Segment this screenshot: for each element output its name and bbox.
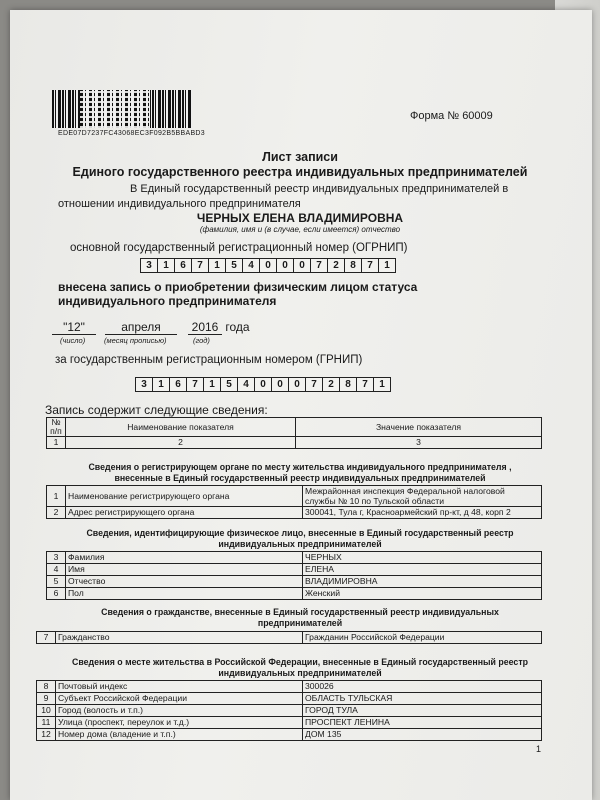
- table-cell: [47, 418, 66, 437]
- ogrnip-digit: 5: [225, 258, 243, 273]
- header-table: [46, 417, 542, 449]
- date-year-word: года: [225, 320, 250, 334]
- table-row: [37, 705, 542, 717]
- grnip-digit: 6: [169, 377, 187, 392]
- section2-table: [46, 551, 542, 600]
- table-row: [47, 552, 542, 564]
- grnip-digit: 7: [186, 377, 204, 392]
- page-number: 1: [536, 744, 542, 754]
- row-label: Отчество: [66, 576, 303, 588]
- grnip-digit: 2: [322, 377, 340, 392]
- date-year-value: 2016: [188, 320, 222, 335]
- section2-title-2: индивидуальных предпринимателей: [218, 539, 382, 549]
- grnip-digit: 4: [237, 377, 255, 392]
- header-name-cell: Наименование показателя: [66, 418, 296, 437]
- barcode-2d-pattern: [80, 90, 150, 128]
- grnip-digit: 5: [220, 377, 238, 392]
- ogrnip-digit: 7: [310, 258, 328, 273]
- row-label: Субъект Российской Федерации: [56, 693, 303, 705]
- entry-text-2: индивидуального предпринимателя: [58, 294, 277, 308]
- ogrnip-digit: 0: [259, 258, 277, 273]
- grnip-digit: 0: [254, 377, 272, 392]
- row-value: [303, 486, 542, 507]
- date-day-value: "12": [52, 320, 96, 335]
- row-number: 9: [37, 693, 56, 705]
- row-label: Фамилия: [66, 552, 303, 564]
- date-year-hint: (год): [193, 336, 210, 345]
- grnip-digit: 1: [152, 377, 170, 392]
- header-num-1: №: [51, 417, 61, 427]
- table-row: [37, 717, 542, 729]
- row-number: 4: [47, 564, 66, 576]
- grnip-digit: 8: [339, 377, 357, 392]
- section4-title-2: индивидуальных предпринимателей: [218, 668, 382, 678]
- barcode-text: EDE07D7237FC43068EC3F092B5BBABD3: [58, 130, 205, 137]
- index-cell: 3: [296, 437, 542, 449]
- ogrnip-digit: 4: [242, 258, 260, 273]
- table-row: [47, 507, 542, 519]
- row-label: Адрес регистрирующего органа: [66, 507, 303, 519]
- row-number: 6: [47, 588, 66, 600]
- grnip-digit: 0: [288, 377, 306, 392]
- document-subtitle: Единого государственного реестра индивидуальных предпринимателей: [72, 165, 528, 179]
- section3-title-2: предпринимателей: [257, 618, 343, 628]
- section2-title-1: Сведения, идентифицирующие физическое лицо, внесенные в Единый государственный реестр: [86, 528, 514, 538]
- row-value: Женский: [303, 588, 542, 600]
- document-title: Лист записи: [262, 150, 338, 164]
- date-day-hint: (число): [60, 336, 86, 345]
- date-year: [188, 320, 250, 335]
- row-value: ЧЕРНЫХ: [303, 552, 542, 564]
- grnip-digit: 7: [356, 377, 374, 392]
- ogrnip-digit: 7: [361, 258, 379, 273]
- date-month: [105, 320, 177, 335]
- row-label: Гражданство: [56, 632, 303, 644]
- ogrnip-digit: 1: [157, 258, 175, 273]
- row-number: 8: [37, 681, 56, 693]
- table-row: [37, 729, 542, 741]
- row-number: 7: [37, 632, 56, 644]
- section1-table: [46, 485, 542, 519]
- form-number: Форма № 60009: [410, 110, 493, 122]
- table-row: [47, 486, 542, 507]
- index-cell: 2: [66, 437, 296, 449]
- date-month-hint: (месяц прописью): [104, 336, 167, 345]
- name-hint: (фамилия, имя и (в случае, если имеется) отчество: [199, 225, 401, 234]
- ogrnip-digits: [140, 258, 395, 273]
- row-value: 300041, Тула г, Красноармейский пр-кт, д 48, корп 2: [303, 507, 542, 519]
- row-value: ПРОСПЕКТ ЛЕНИНА: [303, 717, 542, 729]
- date-day: [52, 320, 96, 335]
- grnip-digit: 3: [135, 377, 153, 392]
- row-value: ОБЛАСТЬ ТУЛЬСКАЯ: [303, 693, 542, 705]
- row-number: 2: [47, 507, 66, 519]
- record-label: Запись содержит следующие сведения:: [45, 403, 268, 417]
- row-number: 12: [37, 729, 56, 741]
- section3-table: [36, 631, 542, 644]
- row-label: Почтовый индекс: [56, 681, 303, 693]
- ogrnip-digit: 7: [191, 258, 209, 273]
- grnip-digit: 7: [305, 377, 323, 392]
- row-value: 300026: [303, 681, 542, 693]
- section3-title-1: Сведения о гражданстве, внесенные в Единый государственный реестр индивидуальных: [101, 607, 499, 617]
- row-number: 10: [37, 705, 56, 717]
- grnip-digit: 1: [203, 377, 221, 392]
- index-cell: 1: [47, 437, 66, 449]
- entrepreneur-name: ЧЕРНЫХ ЕЛЕНА ВЛАДИМИРОВНА: [196, 211, 404, 225]
- section1-title-1: Сведения о регистрирующем органе по месту жительства индивидуального предпринимателя ,: [88, 462, 512, 472]
- table-row: [47, 437, 542, 449]
- row-value: Гражданин Российской Федерации: [303, 632, 542, 644]
- ogrnip-label: основной государственный регистрационный номер (ОГРНИП): [70, 242, 408, 254]
- table-row: [37, 632, 542, 644]
- row-number: 5: [47, 576, 66, 588]
- row-number: 11: [37, 717, 56, 729]
- grnip-digit: 0: [271, 377, 289, 392]
- row-label: Имя: [66, 564, 303, 576]
- barcode: [52, 90, 192, 128]
- table-row: [37, 693, 542, 705]
- row-label: Город (волость и т.п.): [56, 705, 303, 717]
- grnip-digits: [135, 377, 390, 392]
- table-row: [47, 576, 542, 588]
- row-number: 1: [47, 486, 66, 507]
- row-value: ЕЛЕНА: [303, 564, 542, 576]
- ogrnip-digit: 8: [344, 258, 362, 273]
- row-number: 3: [47, 552, 66, 564]
- ogrnip-digit: 3: [140, 258, 158, 273]
- entry-text-1: внесена запись о приобретении физическим лицом статуса: [58, 280, 418, 294]
- row-value-line: службы № 10 по Тульской области: [305, 496, 445, 506]
- table-row: [47, 588, 542, 600]
- grnip-digit: 1: [373, 377, 391, 392]
- intro-line-2: отношении индивидуального предпринимателя: [58, 198, 301, 210]
- date-month-value: апреля: [105, 320, 177, 335]
- intro-line-1: В Единый государственный реестр индивидуальных предпринимателей в: [130, 183, 509, 195]
- grnip-label: за государственным регистрационным номером (ГРНИП): [55, 354, 363, 366]
- header-num-2: п/п: [50, 426, 62, 436]
- ogrnip-digit: 1: [378, 258, 396, 273]
- row-value: ВЛАДИМИРОВНА: [303, 576, 542, 588]
- ogrnip-digit: 0: [293, 258, 311, 273]
- section1-title-2: внесенные в Единый государственный реестр индивидуальных предпринимателей: [114, 473, 486, 483]
- ogrnip-digit: 1: [208, 258, 226, 273]
- row-label: Пол: [66, 588, 303, 600]
- row-label: Номер дома (владение и т.п.): [56, 729, 303, 741]
- row-label: Наименование регистрирующего органа: [66, 486, 303, 507]
- table-row: [47, 564, 542, 576]
- table-row: [47, 418, 542, 437]
- row-label: Улица (проспект, переулок и т.д.): [56, 717, 303, 729]
- section4-table: [36, 680, 542, 741]
- section4-title-1: Сведения о месте жительства в Российской Федерации, внесенные в Единый государственный реестр: [72, 657, 528, 667]
- table-row: [37, 681, 542, 693]
- ogrnip-digit: 6: [174, 258, 192, 273]
- header-value-cell: Значение показателя: [296, 418, 542, 437]
- ogrnip-digit: 0: [276, 258, 294, 273]
- row-value-line: Межрайонная инспекция Федеральной налоговой: [305, 486, 505, 496]
- ogrnip-digit: 2: [327, 258, 345, 273]
- row-value: ДОМ 135: [303, 729, 542, 741]
- row-value: ГОРОД ТУЛА: [303, 705, 542, 717]
